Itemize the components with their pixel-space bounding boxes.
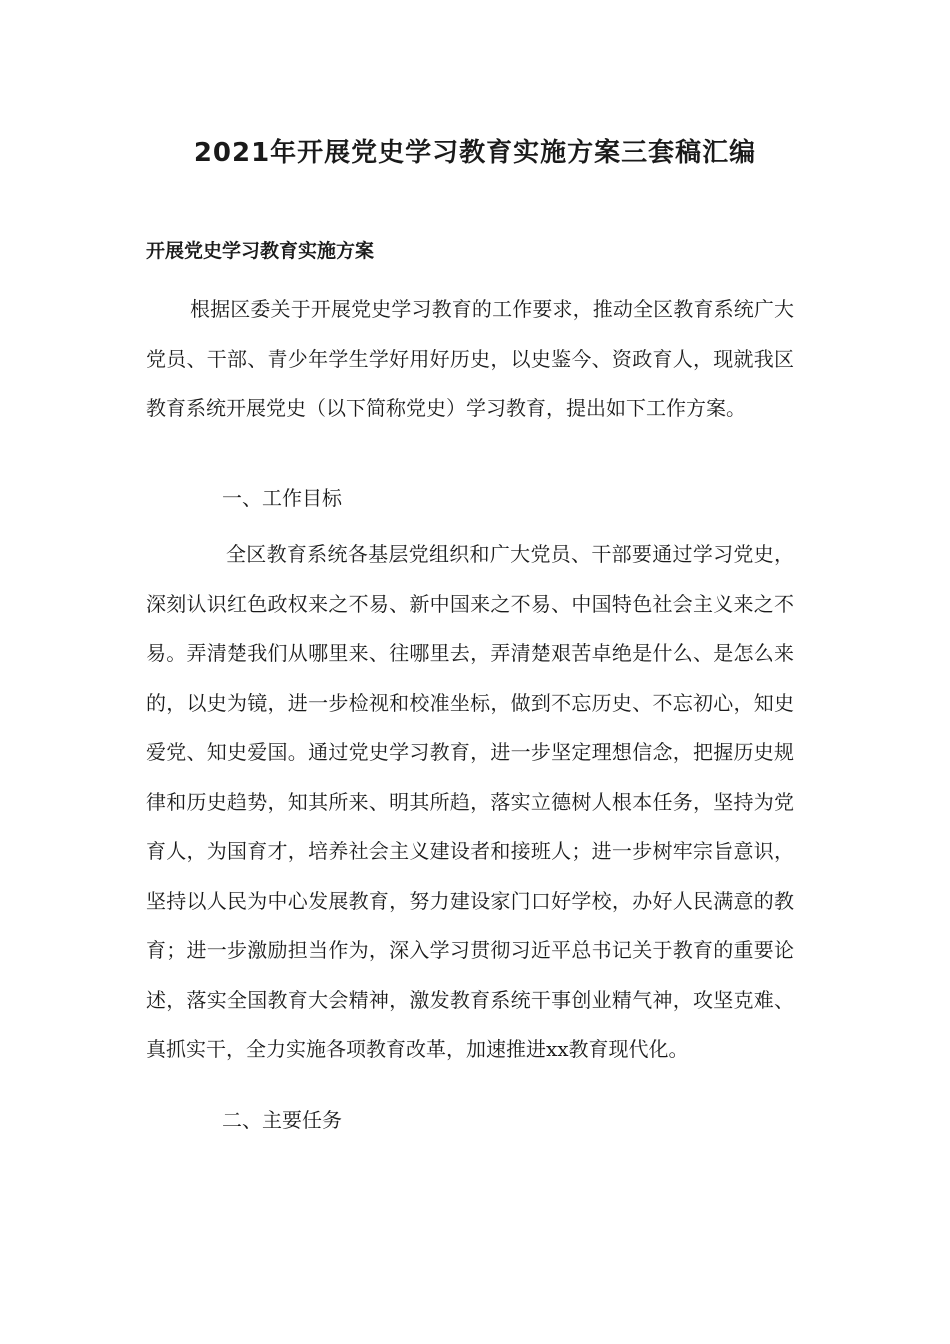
document-title: 2021年开展党史学习教育实施方案三套稿汇编 xyxy=(193,138,757,168)
heading-work-goal: 一、工作目标 xyxy=(222,486,342,510)
section-title: 开展党史学习教育实施方案 xyxy=(146,240,375,262)
heading-main-tasks: 二、主要任务 xyxy=(222,1108,342,1132)
intro-paragraph: 根据区委关于开展党史学习教育的工作要求，推动全区教育系统广大党员、干部、青少年学生学好用好历史，以史鉴今、资政育人，现就我区教育系统开展党史（以下简称党史）学习教育，提出如下工作方案。 xyxy=(146,297,794,420)
goal-paragraph: 全区教育系统各基层党组织和广大党员、干部要通过学习党史，深刻认识红色政权来之不易、新中国来之不易、中国特色社会主义来之不易。弄清楚我们从哪里来、往哪里去，弄清楚艰苦卓绝是什么、是怎么来的，以史为镜，进一步检视和校准坐标，做到不忘历史、不忘初心，知史爱党、知史爱国。通过党史学习教育，进一步坚定理想信念，把握历史规律和历史趋势，知其所来、明其所趋，落实立德树人根本任务，坚持为党育人，为国育才，培养社会主义建设者和接班人；进一步树牢宗旨意识，坚持以人民为中心发展教育，努力建设家门口好学校，办好人民满意的教育；进一步激励担当作为，深入学习贯彻习近平总书记关于教育的重要论述，落实全国教育大会精神，激发教育系统干事创业精气神，攻坚克难、真抓实干，全力实施各项教育改革，加速推进xx教育现代化。 xyxy=(146,542,794,1061)
